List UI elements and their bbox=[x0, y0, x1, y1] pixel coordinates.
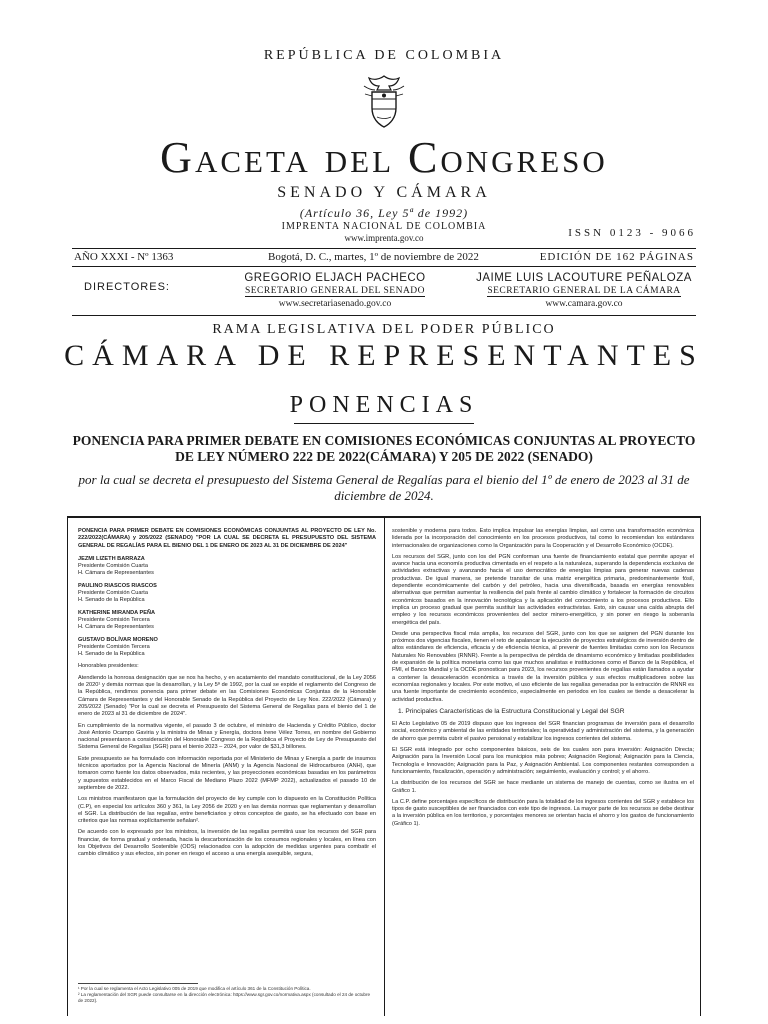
director-web: www.camara.gov.co bbox=[545, 299, 623, 309]
section-underline bbox=[294, 423, 474, 424]
body-paragraph: Este presupuesto se ha formulado con información reportada por el Ministerio de Minas y Energía a partir de insumos técnicos aportados por la Agencia Nacional de Minería (ANM) y la Agencia Nacional de Hidrocarburos (ANH), que tomaron como fuente los datos observados, más recientes, y las proyecciones económicas basadas en los parámetros y supuestos establecidos en el Marco Fiscal de Mediano Plazo 2022 (MFMP 2022), actualizados el pasado 10 de septiembre de 2022. bbox=[78, 755, 376, 791]
signatory-body: H. Senado de la República bbox=[78, 651, 145, 658]
gaceta-title: Gaceta del Congreso bbox=[160, 133, 608, 182]
column-divider bbox=[384, 516, 385, 1016]
signatory-body: H. Senado de la República bbox=[78, 597, 145, 604]
body-paragraph: El SGR está integrado por ocho componentes básicos, seis de los cuales son para inversión: Asignación Directa; Asignación para la Inversión Local para los municipios más pobres; Asignación Regional; Asignación para la Ciencia, Tecnología e Innovación; Asignación para la Paz, y Asignación Ambiental. Los componentes restantes corresponden a funcionamiento, fiscalización, operación y administración; seguimiento, evaluación y control; y el ahorro. bbox=[392, 747, 694, 775]
articulo-line: (Artículo 36, Ley 5ª de 1992) bbox=[299, 206, 469, 220]
body-paragraph: En cumplimiento de la normativa vigente, el pasado 3 de octubre, el ministro de Hacienda y Crédito Público, doctor José Antonio Ocampo Gaviria y la ministra de Minas y Energía, doctora Irene Vélez Torres, en nombre del Gobierno nacional presentaron a consideración del Honorable Congreso de la República el Proyecto de Ley de Presupuesto del Sistema General de Regalías (SGR) para el bienio 2023 – 2024, por valor de $31,3 billones. bbox=[78, 722, 376, 751]
signatory-role: Presidente Comisión Cuarta bbox=[78, 590, 148, 597]
signatory bbox=[78, 556, 376, 578]
signatory-name: JEZMI LIZETH BARRAZA bbox=[78, 555, 145, 562]
issue-info-bar bbox=[72, 248, 696, 267]
body-paragraph: Desde una perspectiva fiscal más amplia, los recursos del SGR, junto con los que se asignen del PGN durante los próximos dos vigencias fiscales, tienen el reto de apalancar la ejecución de proyectos estratégicos de inversión dentro de altos estándares de eficiencia, eficacia y de eficiencia técnica, al prevenir de fuentes limitadas como son los Recursos Naturales No Renovables (RNNR). Frente a la perspectiva de pérdida de dinamismo económico y limitadas posibilidades de expansión de la política monetaria como las que muchos analistas e instituciones como el Banco de la República, el FMI, el Banco Mundial y la OCDE pronostican para 2023, los recursos provenientes de regalías están llamados a ayudar a contener la desaceleración económica a través de la inversión pública y sus efectos multiplicadores sobre las economías regionales y locales. Por este motivo, el uso eficiente de las regalías generadas por la extracción de RNNR es una fuente importante de crecimiento económico, especialmente en periodos en los cuales se tiende a desacelerar la actividad productiva. bbox=[392, 630, 694, 703]
issue-number: AÑO XXXI - Nº 1363 bbox=[74, 251, 174, 263]
signatory-name: PAULINO RIASCOS RIASCOS bbox=[78, 582, 157, 589]
directores-label: DIRECTORES: bbox=[84, 281, 170, 293]
body-paragraph: De acuerdo con lo expresado por los ministros, la inversión de las regalías permitirá usar los recursos del SGR para financiar, de forma gradual y ordenada, hacia la descarbonización de los consumos regionales y locales, en línea con los Objetivos del Desarrollo Sostenible (ODS) relacionados con la adopción de medidas urgentes para combatir el cambio climático y sus efectos, sin poner en riesgo el acceso a una energía asequible, segura, bbox=[78, 829, 376, 858]
ponencia-subtitle: por la cual se decreta el presupuesto del Sistema General de Regalías para el bienio del 1º de enero de 2023 al 31 de diciembre de 2024. bbox=[78, 472, 690, 503]
issn: ISSN 0123 - 9066 bbox=[568, 227, 696, 239]
rama-legislativa: RAMA LEGISLATIVA DEL PODER PÚBLICO bbox=[212, 322, 556, 337]
senado-camara-subtitle: SENADO Y CÁMARA bbox=[277, 184, 491, 201]
signatory-role: Presidente Comisión Tercera bbox=[78, 616, 150, 623]
footnote: ¹ Por la cual se reglamenta el Acto Legislativo 005 de 2019 que modifica el artículo 361 de la Constitución Política. bbox=[78, 986, 311, 991]
body-paragraph: El Acto Legislativo 05 de 2019 dispuso que los ingresos del SGR financian programas de inversión para el desarrollo social, económico y ambiental de las entidades territoriales; la operatividad y administración del sistema, y la generación de ahorro que permita cubrir el pasivo pensional y estabilizar los ingresos corrientes del sistema. bbox=[392, 721, 694, 742]
signatory-role: Presidente Comisión Cuarta bbox=[78, 563, 148, 570]
director-name: GREGORIO ELJACH PACHECO bbox=[244, 272, 426, 284]
footnote: ² La reglamentación del SGR puede consultarse en la dirección electrónica: https://www.sgr.gov.co/normativa.aspx (consultado el 24 de octubre de 2022). bbox=[78, 992, 371, 1003]
section-ponencias: PONENCIAS bbox=[289, 392, 479, 418]
director-web: www.secretariasenado.gov.co bbox=[278, 299, 392, 309]
section-title: 1. Principales Características de la Estructura Constitucional y Legal del SGR bbox=[398, 707, 625, 715]
signatory-name: KATHERINE MIRANDA PEÑA bbox=[78, 609, 156, 616]
signatory-body: H. Cámara de Representantes bbox=[78, 570, 154, 577]
issue-date: Bogotá, D. C., martes, 1º de noviembre de 2022 bbox=[268, 251, 479, 263]
salutation: Honorables presidentes: bbox=[78, 663, 139, 670]
imprenta-url: www.imprenta.gov.co bbox=[344, 233, 424, 243]
republica-header: REPÚBLICA DE COLOMBIA bbox=[263, 48, 505, 63]
signatory bbox=[78, 637, 376, 659]
body-paragraph: Los recursos del SGR, junto con los del PGN conforman una fuente de financiamiento estatal que permite apoyar el avance hacia una economía productiva cimentada en el respeto a la naturaleza, superando la dependencia exclusiva de actividades extractivas y avanzando hacia el uso democrático de energías limpias para generar nuevas cadenas productivas. De igual manera, se pretende transitar de una matriz energética primaria, predominantemente fósil, dependiente económicamente del carbón y del petróleo, hacia una diversificada, basada en energías renovables alternativas que permitan aumentar la resiliencia del país frente al cambio climático y fortalecer la formación de circuitos económicos basados en la innovación tecnológica y la aplicación del conocimiento a los procesos productivos. Ello implica un proceso gradual que permita sustituir las actividades extractivistas. Esto, sin causar una caída abrupta del empleo y los recursos económicos provenientes del sector minero-energético, y sin poner en riesgo la soberanía energética del país. bbox=[392, 553, 694, 626]
edition-pages: EDICIÓN DE 162 PÁGINAS bbox=[539, 251, 694, 263]
body-paragraph: La C.P. define porcentajes específicos de distribución para la totalidad de los ingresos corrientes del SGR y establece los tipos de gasto susceptibles de ser financiados con este tipo de ingresos. La mayor parte de los recursos se debe destinar a la inversión pública en los territorios, y porcentajes menores se orientan hacia el ahorro y los gastos de funcionamiento (Gráfico 1). bbox=[392, 798, 694, 827]
director-role: SECRETARIO GENERAL DEL SENADO bbox=[244, 286, 426, 296]
signatory-body: H. Cámara de Representantes bbox=[78, 624, 154, 631]
director-role: SECRETARIO GENERAL DE LA CÁMARA bbox=[487, 286, 681, 296]
left-column bbox=[78, 528, 376, 863]
body-paragraph: Atendiendo la honrosa designación que se nos ha hecho, y en acatamiento del mandato constitucional, de la Ley 2056 de 2020¹ y demás normas que la desarrollan, y la Ley 5ª de 1992, por la cual se expide el reglamento del Congreso de la República, rendimos ponencia para primer debate en las Comisiones Económicas Conjuntas de la Honorable Cámara de Representantes y del Honorable Senado de la República del Proyecto de Ley Nos. 222/2022 (Cámara) y 205/2022 (Senado) "Por la cual se decreta el Presupuesto del Sistema General de Regalías para el bienio del 1 de enero de 2023 al 31 de diciembre de 2024". bbox=[78, 674, 376, 718]
body-paragraph: sostenible y moderna para todos. Esto implica impulsar las energías limpias, así como una transformación económica liderada por la incorporación del conocimiento en los procesos productivos, tal como lo recomiendan los estándares internacionales de organizaciones como la Organización para la Cooperación y el Desarrollo Económico (OCDE). bbox=[392, 528, 694, 549]
imprenta-line: IMPRENTA NACIONAL DE COLOMBIA bbox=[281, 221, 487, 232]
directores-box bbox=[72, 270, 696, 316]
signatory bbox=[78, 610, 376, 632]
camara-heading: CÁMARA DE REPRESENTANTES bbox=[64, 339, 704, 372]
coat-of-arms-icon bbox=[359, 72, 409, 130]
signatory bbox=[78, 583, 376, 605]
ponencia-title: PONENCIA PARA PRIMER DEBATE EN COMISIONES ECONÓMICAS CONJUNTAS AL PROYECTO DE LEY NÚMERO 222 DE 2022(CÁMARA) Y 205 DE 2022 (SENADO) bbox=[72, 433, 696, 464]
body-paragraph: La distribución de los recursos del SGR se hace mediante un sistema de manejo de cuentas, como se ilustra en el Gráfico 1. bbox=[392, 780, 694, 794]
signatory-role: Presidente Comisión Tercera bbox=[78, 643, 150, 650]
right-column bbox=[392, 528, 694, 832]
body-paragraph: Los ministros manifestaron que la formulación del proyecto de ley cumple con lo dispuesto en la Constitución Política (C.P), en especial los artículos 360 y 361, la Ley 2056 de 2020 y en las demás normas que reglamentan y desarrollan el SGR. La distribución de las regalías, entre beneficiarios y otros conceptos de gasto, se ha efectuado con base en criterios que las normas explícitamente señalan². bbox=[78, 796, 376, 825]
footnotes bbox=[78, 983, 371, 1004]
signatory-name: GUSTAVO BOLÍVAR MORENO bbox=[78, 636, 158, 643]
left-heading: PONENCIA PARA PRIMER DEBATE EN COMISIONES ECONÓMICAS CONJUNTAS AL PROYECTO DE LEY No. 222/2022(CÁMARA) y 205/2022 (SENADO) "POR LA CUAL SE DECRETA EL PRESUPUESTO DEL SISTEMA GENERAL DE REGALÍAS PARA EL BIENIO DEL 1 DE ENERO DE 2023 AL 31 DE DICIEMBRE DE 2024" bbox=[78, 528, 376, 549]
director-name: JAIME LUIS LACOUTURE PEÑALOZA bbox=[476, 272, 692, 284]
director-camara bbox=[464, 272, 704, 309]
director-senado bbox=[218, 272, 452, 309]
